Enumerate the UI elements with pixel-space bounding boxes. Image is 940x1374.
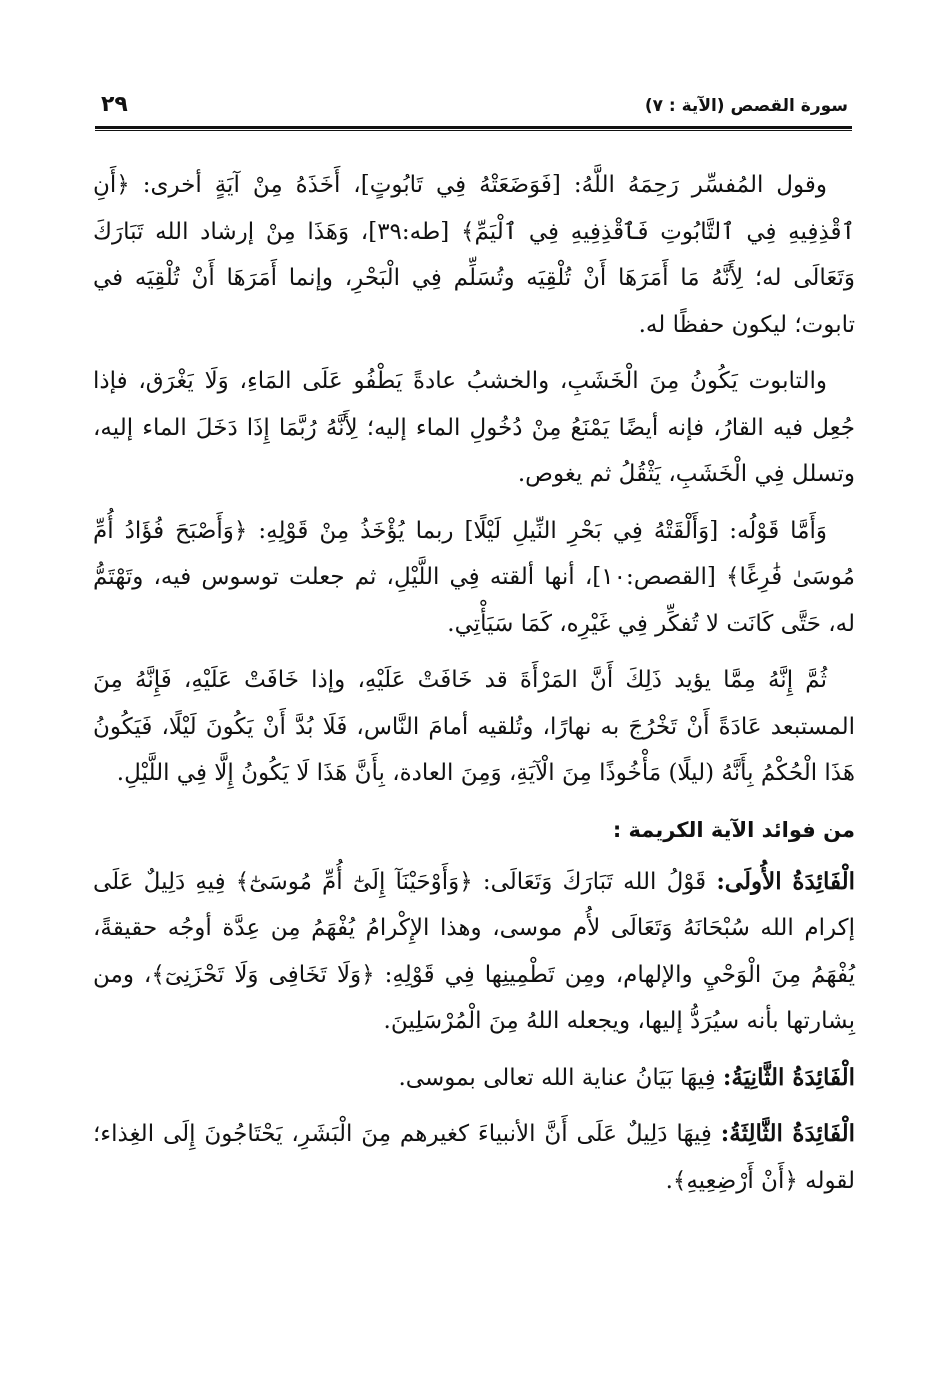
benefit-third-label: الْفَائِدَةُ الثَّالِثَةُ: (720, 1120, 855, 1147)
paragraph-tabut: والتابوت يَكُونُ مِنَ الْخَشَبِ، والخشبُ عادةً يَطْفُو عَلَى المَاءِ، وَلَا يَغْرَق، فإذا جُعِل فيه القارُ، فإنه أيضًا يَمْنَعُ مِنْ دُخُولِ الماء إليه؛ لِأَنَّهُ رُبَّمَا إِذَا دَخَلَ الماء إليه، وتسلل فِي الْخَشَبِ، يَثْقُلُ ثم يغوص. (93, 368, 855, 487)
benefit-first-label: الْفَائِدَةُ الأُولَى: (716, 867, 855, 895)
header-rule-thin (95, 130, 852, 131)
benefit-second (93, 1055, 855, 1102)
benefit-second-label: الْفَائِدَةُ الثَّانِيَةُ: (722, 1063, 855, 1091)
page-number: ٢٩ (101, 92, 128, 117)
page-header (95, 88, 852, 122)
section-heading-benefits: من فوائد الآية الكريمة : (612, 817, 855, 842)
page-body (93, 162, 855, 1214)
benefit-first (93, 859, 855, 1045)
paragraph-night-quote: وَأَمَّا قَوْلُه: [وَأَلْقَتْهُ فِي بَحْرِ النِّيلِ لَيْلًا] ربما يُؤْخَذُ مِنْ قَوْلِهِ: ﴿وَأَصْبَحَ فُؤَادُ أُمِّ مُوسَىٰ فَٰرِغًا﴾ [القصص:١٠]، أنها ألقته فِي اللَّيْلِ، ثم جعلت توسوس فيه، وتَهْتَمُّ له، حَتَّى كَانَت لا تُفكِّر فِي غَيْرِه، كَمَا سَيَأْتِي. (93, 517, 855, 637)
paragraph-tafsir-quote: وقول المُفسِّر رَحِمَهُ اللَّهُ: [فَوَضَعَتْهُ فِي تَابُوتٍ]، أَخَذَهُ مِنْ آيَةٍ أخرى: ﴿أَنِ ٱقْذِفِيهِ فِي ٱلتَّابُوتِ فَٱقْذِفِيهِ فِي ٱلْيَمِّ﴾ [طه:٣٩]، وَهَذَا مِنْ إرشاد الله تَبَارَكَ وَتَعَالَى له؛ لِأَنَّهُ مَا أَمَرَهَا أَنْ تُلْقِيَه وتُسَلِّم فِي الْبَحْرِ، وإنما أَمَرَهَا أَنْ تُلْقِيَه في تابوت؛ ليكون حفظًا له. (93, 172, 855, 338)
header-rule (95, 126, 852, 129)
benefit-third (93, 1111, 855, 1204)
benefit-second-text: فِيهَا بَيَانُ عناية الله تعالى بموسى. (398, 1064, 723, 1091)
running-title: سورة القصص (الآية : ٧) (644, 96, 848, 116)
paragraph-night-reasoning: ثُمَّ إِنَّهُ مِمَّا يؤيد ذَلِكَ أَنَّ المَرْأَةَ قد خَافَتْ عَلَيْهِ، وإذا خَافَتْ عَلَيْهِ، فَإِنَّهُ مِنَ المستبعد عَادَةً أَنْ تَخْرُجَ به نهارًا، وتُلقيه أمامَ النَّاس، فَلَا بُدَّ أَنْ يَكُونَ لَيْلًا، فَيَكُونُ هَذَا الْحُكْمُ بِأَنَّهُ (ليلًا) مَأْخُوذًا مِنَ الْآيَةِ، وَمِنَ العادة، بِأَنَّ هَذَا لَا يَكُونُ إِلَّا فِي اللَّيْلِ. (93, 667, 855, 786)
benefit-first-text: قَوْلُ الله تَبَارَكَ وَتَعَالَى: ﴿وَأَوْحَيْنَآ إِلَىٰٓ أُمِّ مُوسَىٰٓ﴾ فِيهِ دَلِيلٌ عَلَى إكرام الله سُبْحَانَهُ وَتَعَالَى لأُم موسى، وهذا الإِكْرامُ يُفْهَمُ مِن عِدَّة أوجُه حقيقةً، يُفْهَمُ مِنَ الْوَحْيِ والإلهام، ومِن تَطْمِينِها فِي قَوْلِهِ: ﴿وَلَا تَخَافِى وَلَا تَحْزَنِىٓ﴾، ومن بِشارتها بأنه سيُرَدُّ إليها، ويجعله اللهُ مِنَ الْمُرْسَلِينَ. (93, 868, 855, 1034)
benefit-third-text: فِيهَا دَلِيلٌ عَلَى أَنَّ الأنبياءَ كغيرهم مِنَ الْبَشَرِ، يَحْتَاجُونَ إِلَى الغِذاء؛ لقوله ﴿أَنْ أَرْضِعِيهِ﴾. (93, 1121, 855, 1194)
